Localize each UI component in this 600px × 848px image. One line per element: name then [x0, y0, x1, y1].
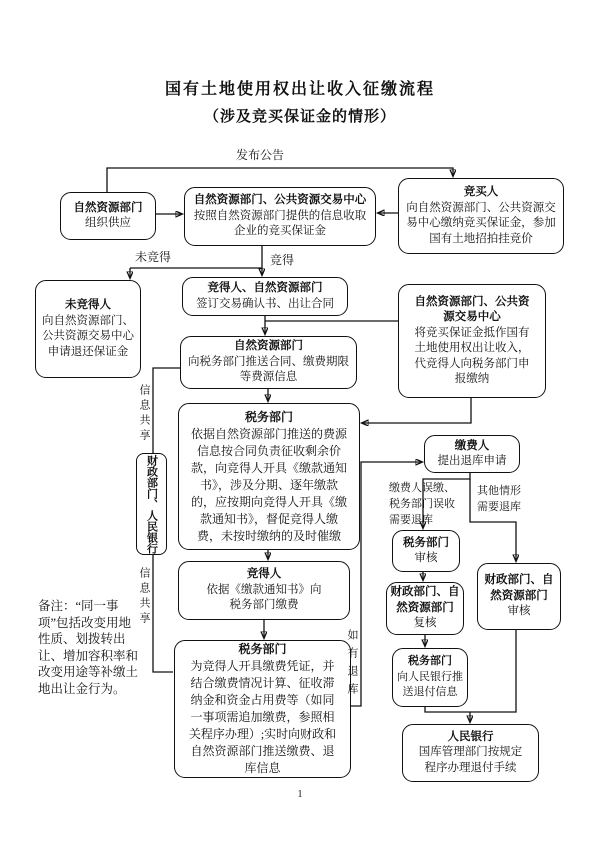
node-title: 财政部门、自然资源部门: [484, 574, 554, 602]
edge-label-not-won: 未竞得: [134, 250, 171, 264]
edge-label-other-refund: 其他情形需要退库: [477, 485, 521, 513]
flowchart-title: 国有土地使用权出让收入征缴流程: [164, 81, 435, 98]
node-title: 人民银行: [447, 730, 494, 743]
node-tax-review: [392, 530, 460, 572]
node-fiscal-bank: 财政部门、人民银行: [136, 453, 167, 555]
edge-label-if-refund: 如有退库: [346, 629, 358, 701]
page-number: 1: [297, 789, 303, 800]
node-body: 审核: [507, 605, 531, 618]
node-title: 竞买人: [463, 186, 499, 198]
node-title: 未竞得人: [65, 299, 111, 311]
node-body: 依据《缴款通知书》向税务部门缴费: [206, 583, 322, 612]
node-payer-refund-request: [424, 435, 520, 473]
node-title: 自然资源部门: [73, 201, 143, 214]
node-bidder: [398, 178, 564, 254]
node-title: 竞得人: [246, 568, 282, 581]
edge-label-mispaid: 缴费人误缴、税务部门误收需要退库: [389, 482, 455, 526]
node-body: 审核: [414, 552, 438, 564]
node-body: 向人民银行推送退付信息: [397, 670, 463, 699]
node-body: 签订交易确认书、出让合同: [196, 297, 334, 310]
node-body: 提出退库申请: [437, 455, 507, 467]
node-refund-push: [392, 648, 468, 707]
edge-label-won: 竞得: [270, 253, 295, 267]
node-tax-voucher: [174, 640, 351, 778]
note-remark: 备注：“同一事项”包括改变用地性质、划拨转出让、增加容积率和改变用途等补缴土地出让金行为。: [38, 599, 139, 696]
node-title: 竞得人、自然资源部门: [207, 282, 323, 294]
node-title: 税务部门: [403, 536, 449, 549]
node-body: 将竞买保证金抵作国有土地使用权出让收入，代竞得人向税务部门申报缴纳: [414, 326, 530, 385]
node-loser: [35, 280, 141, 378]
node-body: 依据自然资源部门推送的费源信息按合同负责征收剩余价款，向竞得人开具《缴款通知书》，涉及分期、逐年缴款的，应按期向竞得人开具《缴款通知书》，督促竞得人缴费，未按时缴纳的及时催缴: [190, 426, 347, 543]
node-body: 向自然资源部门、公共资源交易中心缴纳竞买保证金，参加国有土地招拍挂竞价: [406, 201, 556, 245]
edge-label-info-share-bottom: 信息共享: [138, 567, 150, 627]
node-title: 财政部门、自然资源部门: [390, 586, 460, 614]
node-winner-pay: [178, 561, 350, 620]
node-title: 缴费人: [454, 439, 490, 452]
node-title: 税务部门: [244, 409, 293, 424]
node-title: 自然资源部门: [234, 340, 303, 353]
node-title: 自然资源部门、公共资源交易中心: [193, 194, 367, 207]
node-body: 复核: [413, 617, 437, 630]
node-body: 向税务部门推送合同、缴费期限等费源信息: [188, 355, 349, 384]
node-fiscal-review: [477, 563, 561, 630]
edge-label-publish: 发布公告: [235, 148, 284, 162]
node-title: 自然资源部门、公共资源交易中心: [414, 295, 530, 323]
node-pboc: [402, 724, 539, 782]
node-fiscal-recheck: [386, 582, 464, 635]
node-offset-deposit: [398, 284, 546, 398]
node-collect-deposit: [184, 187, 376, 246]
node-title: 税务部门: [238, 642, 287, 656]
node-sign-contract: [182, 277, 348, 316]
node-body: 国库管理部门按规定程序办理退付手续: [418, 746, 523, 774]
node-title: 税务部门: [408, 655, 452, 668]
node-body: 组织供应: [85, 217, 131, 229]
node-body: 为竞得人开具缴费凭证，并结合缴费情况计算、征收滞纳金和资金占用费等（如同一事项需追加缴费，参照相关程序办理）;实时向财政和自然资源部门推送缴费、退库信息: [188, 659, 337, 775]
edge-label-info-share-top: 信息共享: [138, 384, 150, 444]
node-body: 向自然资源部门、公共资源交易中心申请退还保证金: [42, 314, 134, 358]
node-body: 按照自然资源部门提供的信息收取企业的竞买保证金: [193, 209, 367, 238]
node-organize: [60, 192, 156, 240]
node-tax-collect: [178, 403, 360, 550]
node-push-info: [180, 336, 357, 389]
flowchart-subtitle: （涉及竞买保证金的情形）: [203, 109, 396, 125]
